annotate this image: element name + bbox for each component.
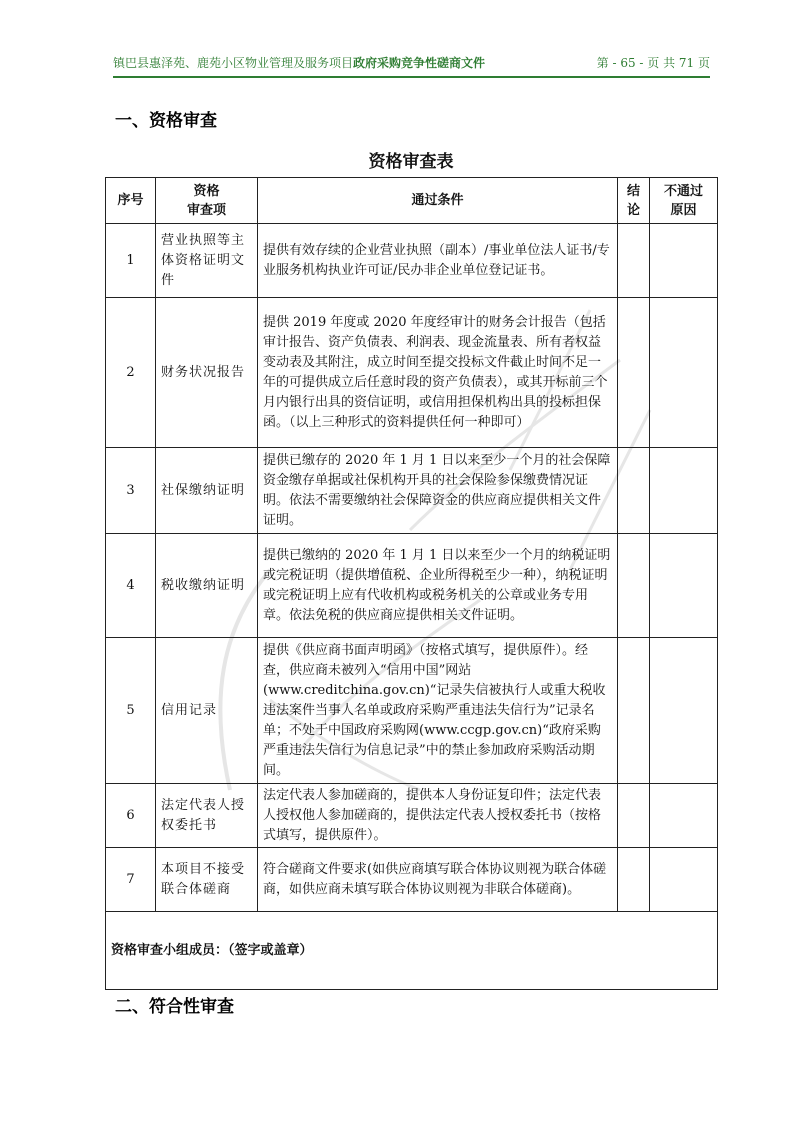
header-condition: 通过条件 bbox=[258, 178, 618, 224]
row-conclusion[interactable] bbox=[618, 448, 650, 534]
row-reason[interactable] bbox=[650, 848, 718, 912]
signature-row bbox=[106, 912, 718, 990]
row-condition: 符合磋商文件要求(如供应商填写联合体协议则视为联合体磋商，如供应商未填写联合体协议则视为非联合体磋商)。 bbox=[258, 848, 618, 912]
row-condition: 提供有效存续的企业营业执照（副本）/事业单位法人证书/专业服务机构执业许可证/民办非企业单位登记证书。 bbox=[258, 224, 618, 298]
header-index: 序号 bbox=[106, 178, 156, 224]
row-conclusion[interactable] bbox=[618, 784, 650, 848]
qualification-table bbox=[105, 177, 718, 990]
row-condition: 法定代表人参加磋商的，提供本人身份证复印件；法定代表人授权他人参加磋商的，提供法定代表人授权委托书（按格式填写，提供原件）。 bbox=[258, 784, 618, 848]
row-reason[interactable] bbox=[650, 784, 718, 848]
row-item: 信用记录 bbox=[156, 638, 258, 784]
row-index: 3 bbox=[106, 448, 156, 534]
row-reason[interactable] bbox=[650, 298, 718, 448]
row-item: 法定代表人授权委托书 bbox=[156, 784, 258, 848]
row-reason[interactable] bbox=[650, 224, 718, 298]
table-row bbox=[106, 298, 718, 448]
row-conclusion[interactable] bbox=[618, 848, 650, 912]
header-page-info: 第 - 65 - 页 共 71 页 bbox=[596, 56, 710, 70]
header-conclusion: 结 论 bbox=[618, 178, 650, 224]
row-item: 本项目不接受联合体磋商 bbox=[156, 848, 258, 912]
header-reason: 不通过 原因 bbox=[650, 178, 718, 224]
row-item: 营业执照等主体资格证明文件 bbox=[156, 224, 258, 298]
row-index: 6 bbox=[106, 784, 156, 848]
table-row bbox=[106, 448, 718, 534]
table-row bbox=[106, 224, 718, 298]
row-index: 4 bbox=[106, 534, 156, 638]
row-index: 1 bbox=[106, 224, 156, 298]
row-conclusion[interactable] bbox=[618, 534, 650, 638]
row-conclusion[interactable] bbox=[618, 638, 650, 784]
section-title-conformity: 二、符合性审查 bbox=[115, 997, 234, 1017]
row-index: 7 bbox=[106, 848, 156, 912]
row-reason[interactable] bbox=[650, 448, 718, 534]
row-condition: 提供已缴纳的 2020 年 1 月 1 日以来至少一个月的纳税证明或完税证明（提供增值税、企业所得税至少一种），纳税证明或完税证明上应有代收机构或税务机关的公章或业务专用章。依法免税的供应商应提供相关文件证明。 bbox=[258, 534, 618, 638]
table-row bbox=[106, 848, 718, 912]
table-header-row bbox=[106, 178, 718, 224]
table-row bbox=[106, 638, 718, 784]
signature-line[interactable]: 资格审查小组成员：（签字或盖章） bbox=[106, 912, 718, 990]
table-title: 资格审查表 bbox=[368, 152, 454, 172]
row-item: 税收缴纳证明 bbox=[156, 534, 258, 638]
header-item: 资格 审查项 bbox=[156, 178, 258, 224]
row-item: 社保缴纳证明 bbox=[156, 448, 258, 534]
row-reason[interactable] bbox=[650, 638, 718, 784]
table-row bbox=[106, 534, 718, 638]
row-index: 2 bbox=[106, 298, 156, 448]
header-project-title: 镇巴县惠泽苑、鹿苑小区物业管理及服务项目政府采购竞争性磋商文件 bbox=[113, 56, 486, 70]
row-item: 财务状况报告 bbox=[156, 298, 258, 448]
row-condition: 提供 2019 年度或 2020 年度经审计的财务会计报告（包括审计报告、资产负债表、利润表、现金流量表、所有者权益变动表及其附注，成立时间至提交投标文件截止时间不足一年的可提供成立后任意时段的资产负债表），或其开标前三个月内银行出具的资信证明，或信用担保机构出具的投标担保函。（以上三种形式的资料提供任何一种即可） bbox=[258, 298, 618, 448]
table-row bbox=[106, 784, 718, 848]
row-conclusion[interactable] bbox=[618, 224, 650, 298]
row-condition: 提供已缴存的 2020 年 1 月 1 日以来至少一个月的社会保障资金缴存单据或社保机构开具的社会保险参保缴费情况证明。依法不需要缴纳社会保障资金的供应商应提供相关文件证明。 bbox=[258, 448, 618, 534]
page-header bbox=[113, 52, 710, 78]
row-reason[interactable] bbox=[650, 534, 718, 638]
row-condition: 提供《供应商书面声明函》（按格式填写，提供原件）。经查，供应商未被列入“信用中国”网站(www.creditchina.gov.cn)“记录失信被执行人或重大税收违法案件当事人名单或政府采购严重违法失信行为”记录名单；不处于中国政府采购网(www.ccgp.gov.cn)“政府采购严重违法失信行为信息记录”中的禁止参加政府采购活动期间。 bbox=[258, 638, 618, 784]
section-title-qualification: 一、资格审查 bbox=[115, 111, 217, 131]
row-conclusion[interactable] bbox=[618, 298, 650, 448]
row-index: 5 bbox=[106, 638, 156, 784]
